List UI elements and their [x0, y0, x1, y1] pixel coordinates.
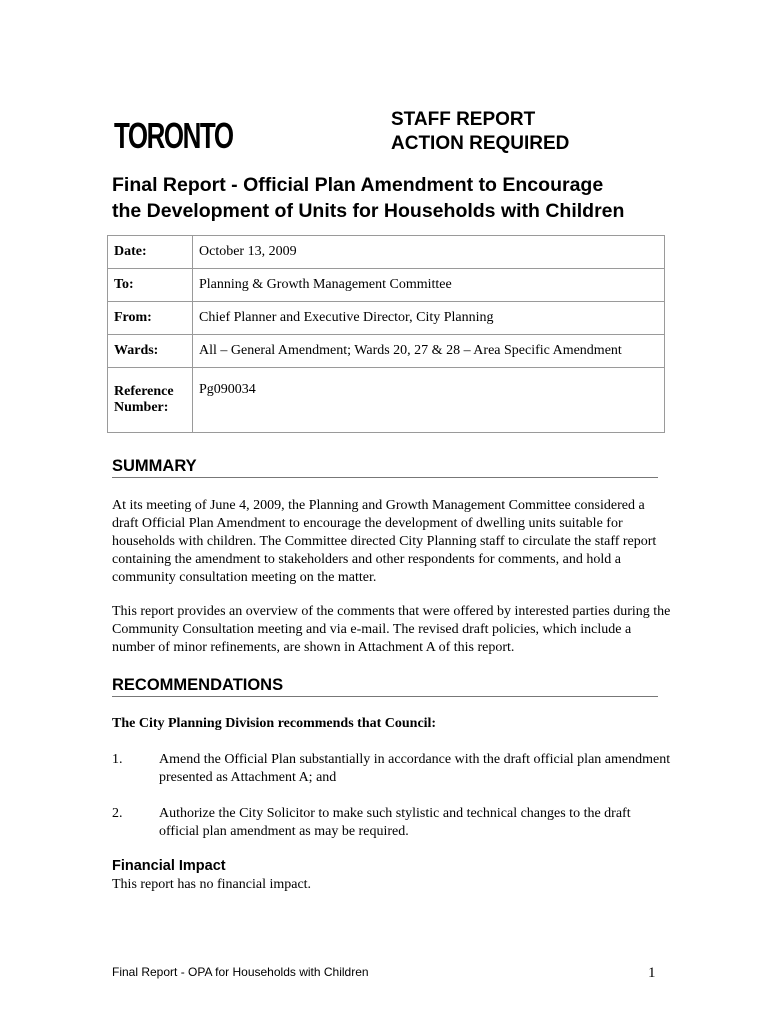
- page-number: 1: [648, 965, 656, 981]
- logo-wordmark: TORONTO: [114, 115, 233, 156]
- wards-value: All – General Amendment; Wards 20, 27 & 28 – Area Specific Amendment: [193, 335, 665, 368]
- summary-paragraph-2: This report provides an overview of the comments that were offered by interested parties during the Community Consultation meeting and via e-mail. The revised draft policies, which include a number of minor refinements, are shown in Attachment A of this report.: [112, 604, 671, 655]
- summary-paragraph-1: At its meeting of June 4, 2009, the Planning and Growth Management Committee considered a draft Official Plan Amendment to encourage the development of dwelling units suitable for households with children. The Committee directed City Planning staff to circulate the staff report containing the amendment to stakeholders and other respondents for comments, and hold a community consultation meeting on the matter.: [112, 498, 657, 585]
- reference-label-line1: Reference: [114, 384, 174, 399]
- recommendation-number: 1.: [112, 752, 123, 767]
- date-label: Date:: [108, 236, 193, 269]
- to-value: Planning & Growth Management Committee: [193, 269, 665, 302]
- table-row: [108, 368, 665, 433]
- report-title-line2: the Development of Units for Households with Children: [112, 200, 625, 222]
- table-row: [108, 236, 665, 269]
- financial-impact-heading: Financial Impact: [112, 858, 226, 874]
- to-label: To:: [108, 269, 193, 302]
- reference-value: Pg090034: [193, 368, 665, 433]
- recommendations-heading: RECOMMENDATIONS: [112, 675, 658, 697]
- footer-title: Final Report - OPA for Households with Children: [112, 965, 369, 979]
- table-row: [108, 302, 665, 335]
- from-value: Chief Planner and Executive Director, City Planning: [193, 302, 665, 335]
- reference-label: [108, 368, 193, 433]
- financial-impact-text: This report has no financial impact.: [112, 877, 312, 892]
- list-item: [112, 751, 672, 787]
- report-type: [391, 108, 569, 156]
- summary-heading: SUMMARY: [112, 456, 658, 478]
- city-logo: [112, 100, 267, 156]
- reference-label-line2: Number:: [114, 400, 169, 415]
- date-value: October 13, 2009: [193, 236, 665, 269]
- report-title-line1: Final Report - Official Plan Amendment to Encourage: [112, 174, 604, 196]
- report-type-line1: STAFF REPORT: [391, 109, 536, 130]
- table-row: [108, 269, 665, 302]
- report-type-line2: ACTION REQUIRED: [391, 133, 570, 154]
- recommendations-intro: The City Planning Division recommends that Council:: [112, 716, 437, 731]
- from-label: From:: [108, 302, 193, 335]
- list-item: [112, 805, 672, 841]
- recommendation-text: Authorize the City Solicitor to make such stylistic and technical changes to the draft official plan amendment as may be required.: [159, 806, 631, 839]
- table-row: [108, 335, 665, 368]
- report-title: [112, 172, 672, 224]
- recommendation-text: Amend the Official Plan substantially in accordance with the draft official plan amendment presented as Attachment A; and: [159, 752, 671, 785]
- report-details-table: [107, 235, 665, 433]
- recommendation-number: 2.: [112, 806, 123, 821]
- wards-label: Wards:: [108, 335, 193, 368]
